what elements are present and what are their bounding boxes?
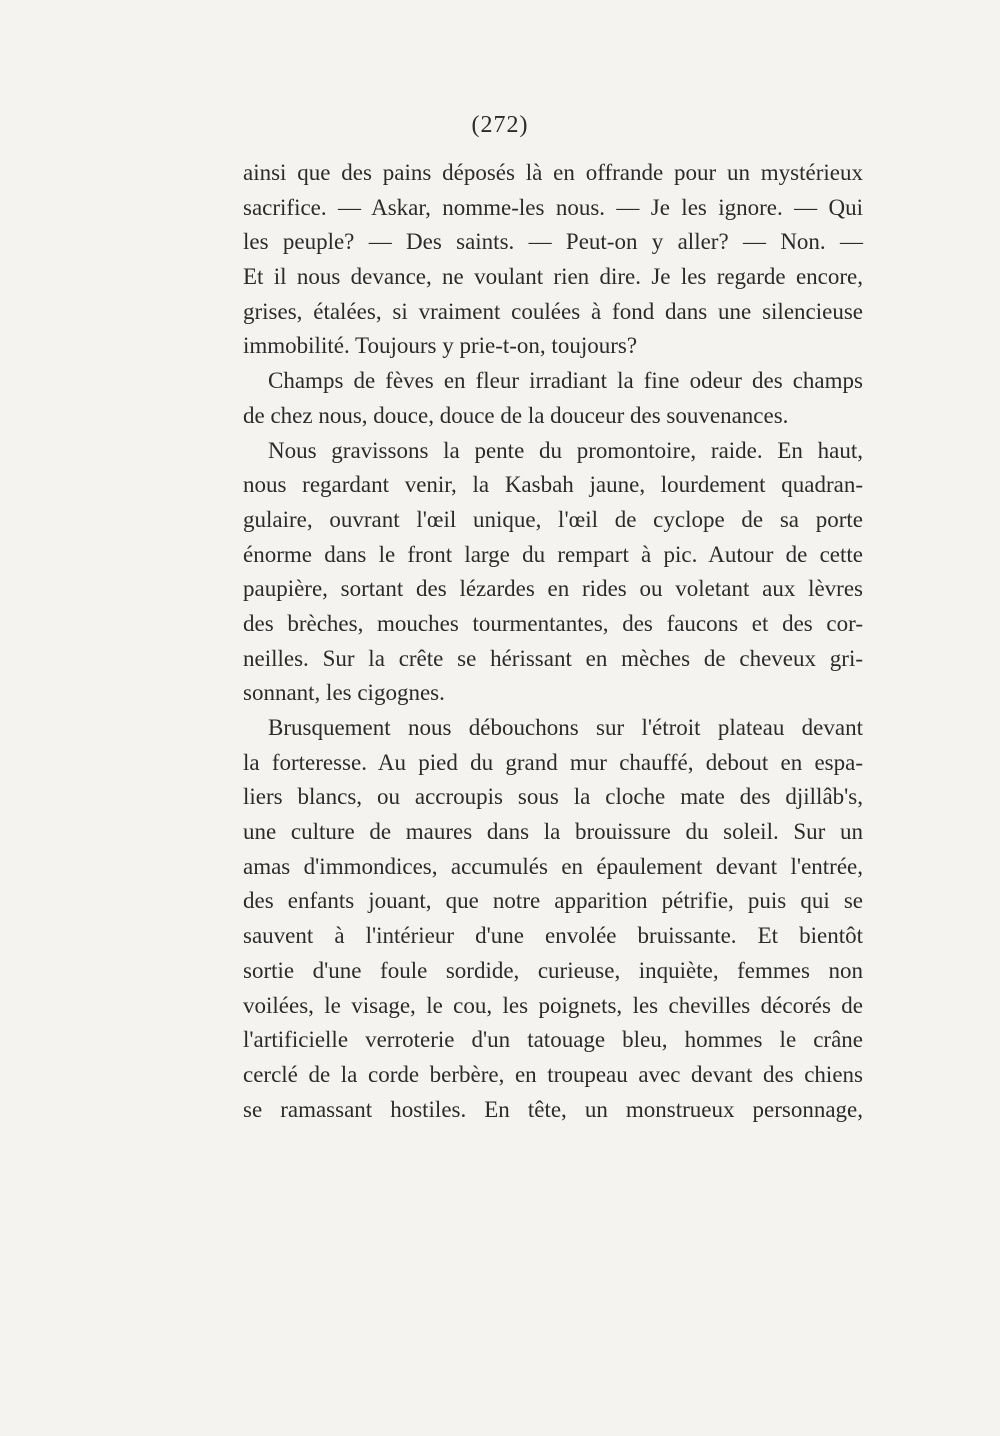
text-line: des enfants jouant, que notre apparition pétrifie, puis qui se bbox=[243, 888, 863, 914]
text-line: sortie d'une foule sordide, curieuse, inquiète, femmes non bbox=[243, 957, 863, 983]
text-line: Brusquement nous débouchons sur l'étroit plateau devant bbox=[268, 715, 863, 740]
text-line: Et il nous devance, ne voulant rien dire. Je les regarde encore, bbox=[243, 264, 863, 290]
text-line: gulaire, ouvrant l'œil unique, l'œil de cyclope de sa porte bbox=[243, 506, 863, 532]
page-number: (272) bbox=[471, 112, 529, 138]
text-line: grises, étalées, si vraiment coulées à fond dans une silencieuse bbox=[243, 298, 863, 324]
text-line: Nous gravissons la pente du promontoire, raide. En haut, bbox=[268, 437, 863, 463]
text-line: neilles. Sur la crête se hérissant en mèches de cheveux gri- bbox=[243, 645, 863, 671]
text-line: énorme dans le front large du rempart à pic. Autour de cette bbox=[243, 541, 863, 567]
text-line: ainsi que des pains déposés là en offrande pour un mystérieux bbox=[243, 160, 863, 185]
text-line: sonnant, les cigognes. bbox=[243, 680, 445, 706]
text-line: sacrifice. — Askar, nomme-les nous. — Je les ignore. — Qui bbox=[243, 194, 863, 220]
text-line: amas d'immondices, accumulés en épaulement devant l'entrée, bbox=[243, 853, 863, 879]
text-line: Champs de fèves en fleur irradiant la fine odeur des champs bbox=[268, 368, 863, 394]
text-line: l'artificielle verroterie d'un tatouage bleu, hommes le crâne bbox=[243, 1027, 863, 1053]
text-line: la forteresse. Au pied du grand mur chauffé, debout en espa- bbox=[243, 749, 863, 775]
text-line: paupière, sortant des lézardes en rides ou voletant aux lèvres bbox=[243, 576, 863, 602]
text-line: liers blancs, ou accroupis sous la cloche mate des djillâb's, bbox=[243, 784, 863, 810]
text-line: sauvent à l'intérieur d'une envolée bruissante. Et bientôt bbox=[243, 923, 863, 949]
text-line: les peuple? — Des saints. — Peut-on y aller? — Non. — bbox=[243, 229, 863, 255]
text-line: se ramassant hostiles. En tête, un monstrueux personnage, bbox=[243, 1096, 863, 1122]
text-line: voilées, le visage, le cou, les poignets, les chevilles décorés de bbox=[243, 992, 863, 1018]
text-line: immobilité. Toujours y prie-t-on, toujours? bbox=[243, 333, 638, 359]
text-line: une culture de maures dans la brouissure du soleil. Sur un bbox=[243, 819, 863, 845]
text-line: cerclé de la corde berbère, en troupeau avec devant des chiens bbox=[243, 1061, 863, 1087]
text-line: nous regardant venir, la Kasbah jaune, lourdement quadran- bbox=[243, 472, 863, 498]
body-text bbox=[243, 156, 863, 1127]
text-line: de chez nous, douce, douce de la douceur des souvenances. bbox=[243, 402, 789, 428]
text-line: des brèches, mouches tourmentantes, des faucons et des cor- bbox=[243, 610, 863, 636]
